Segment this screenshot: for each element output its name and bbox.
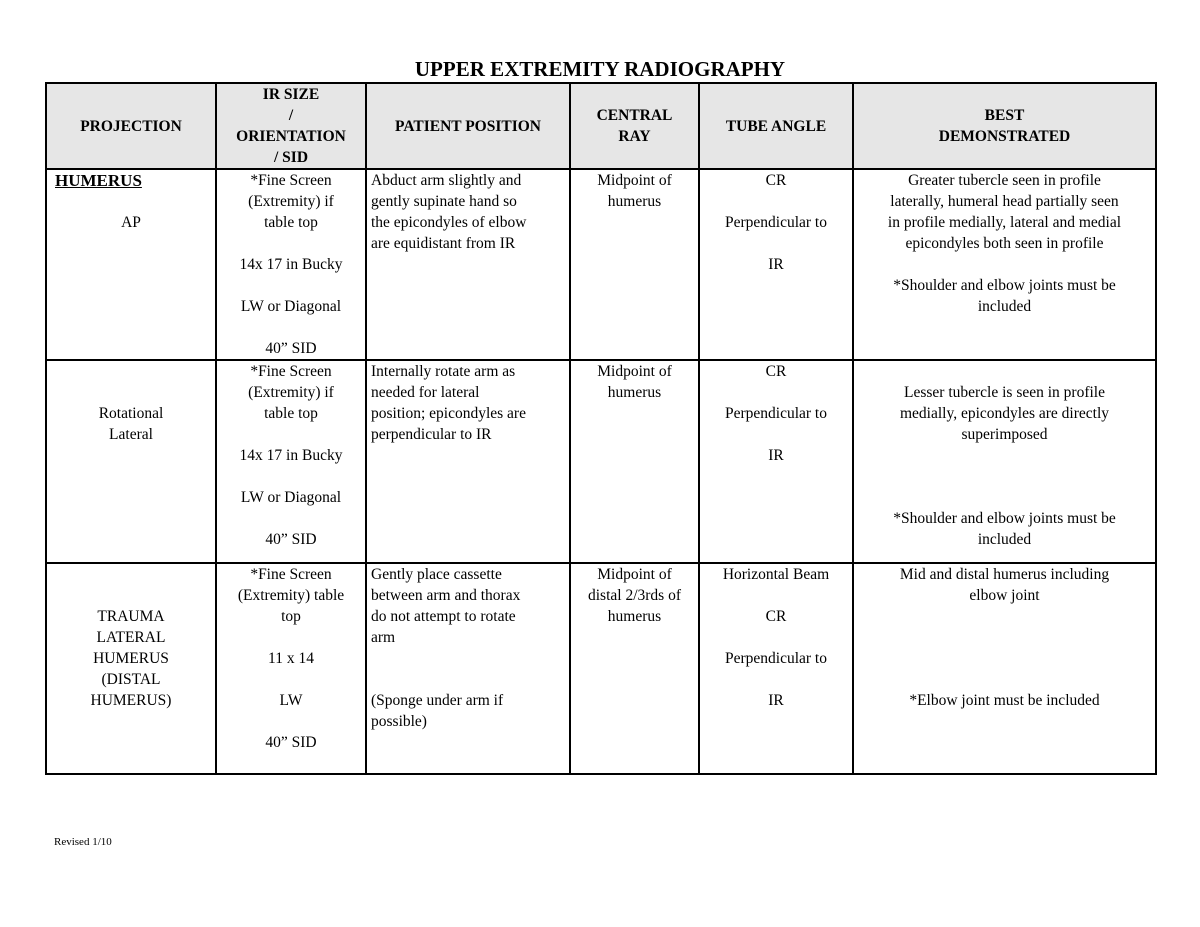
central-ray-cell: Midpoint of distal 2/3rds of humerus bbox=[570, 563, 699, 774]
projection-cell: Rotational Lateral bbox=[46, 360, 216, 563]
ir-size-cell: *Fine Screen (Extremity) if table top 14x 17 in Bucky LW or Diagonal 40” SID bbox=[216, 360, 366, 563]
tube-angle-cell: CR Perpendicular to IR bbox=[699, 360, 853, 563]
central-ray-cell: Midpoint of humerus bbox=[570, 360, 699, 563]
table-row bbox=[46, 563, 1156, 774]
patient-position-cell: Abduct arm slightly and gently supinate hand so the epicondyles of elbow are equidistant from IR bbox=[366, 169, 570, 360]
section-label: HUMERUS bbox=[55, 171, 142, 190]
radiography-table bbox=[45, 82, 1157, 775]
tube-angle-cell: CR Perpendicular to IR bbox=[699, 169, 853, 360]
best-demonstrated-cell: Mid and distal humerus including elbow joint *Elbow joint must be included bbox=[853, 563, 1156, 774]
ir-size-cell: *Fine Screen (Extremity) table top 11 x 14 LW 40” SID bbox=[216, 563, 366, 774]
best-demonstrated-cell: Lesser tubercle is seen in profile medially, epicondyles are directly superimposed *Shoulder and elbow joints must be included bbox=[853, 360, 1156, 563]
table-row bbox=[46, 360, 1156, 563]
header-ir-size: IR SIZE / ORIENTATION / SID bbox=[216, 83, 366, 169]
table-row bbox=[46, 169, 1156, 360]
header-projection: PROJECTION bbox=[46, 83, 216, 169]
page-title: UPPER EXTREMITY RADIOGRAPHY bbox=[414, 57, 786, 81]
patient-position-cell: Internally rotate arm as needed for lateral position; epicondyles are perpendicular to IR bbox=[366, 360, 570, 563]
ir-size-cell: *Fine Screen (Extremity) if table top 14x 17 in Bucky LW or Diagonal 40” SID bbox=[216, 169, 366, 360]
header-patient-position: PATIENT POSITION bbox=[366, 83, 570, 169]
tube-angle-cell: Horizontal Beam CR Perpendicular to IR bbox=[699, 563, 853, 774]
central-ray-cell: Midpoint of humerus bbox=[570, 169, 699, 360]
patient-position-cell: Gently place cassette between arm and thorax do not attempt to rotate arm (Sponge under arm if possible) bbox=[366, 563, 570, 774]
header-tube-angle: TUBE ANGLE bbox=[699, 83, 853, 169]
header-best-demonstrated: BEST DEMONSTRATED bbox=[853, 83, 1156, 169]
revision-note: Revised 1/10 bbox=[54, 836, 112, 848]
best-demonstrated-cell: Greater tubercle seen in profile laterally, humeral head partially seen in profile medially, lateral and medial epicondyles both seen in profile *Shoulder and elbow joints must be included bbox=[853, 169, 1156, 360]
projection-cell: HUMERUS AP bbox=[46, 169, 216, 360]
header-central-ray: CENTRAL RAY bbox=[570, 83, 699, 169]
header-row bbox=[46, 83, 1156, 169]
projection-cell: TRAUMA LATERAL HUMERUS (DISTAL HUMERUS) bbox=[46, 563, 216, 774]
